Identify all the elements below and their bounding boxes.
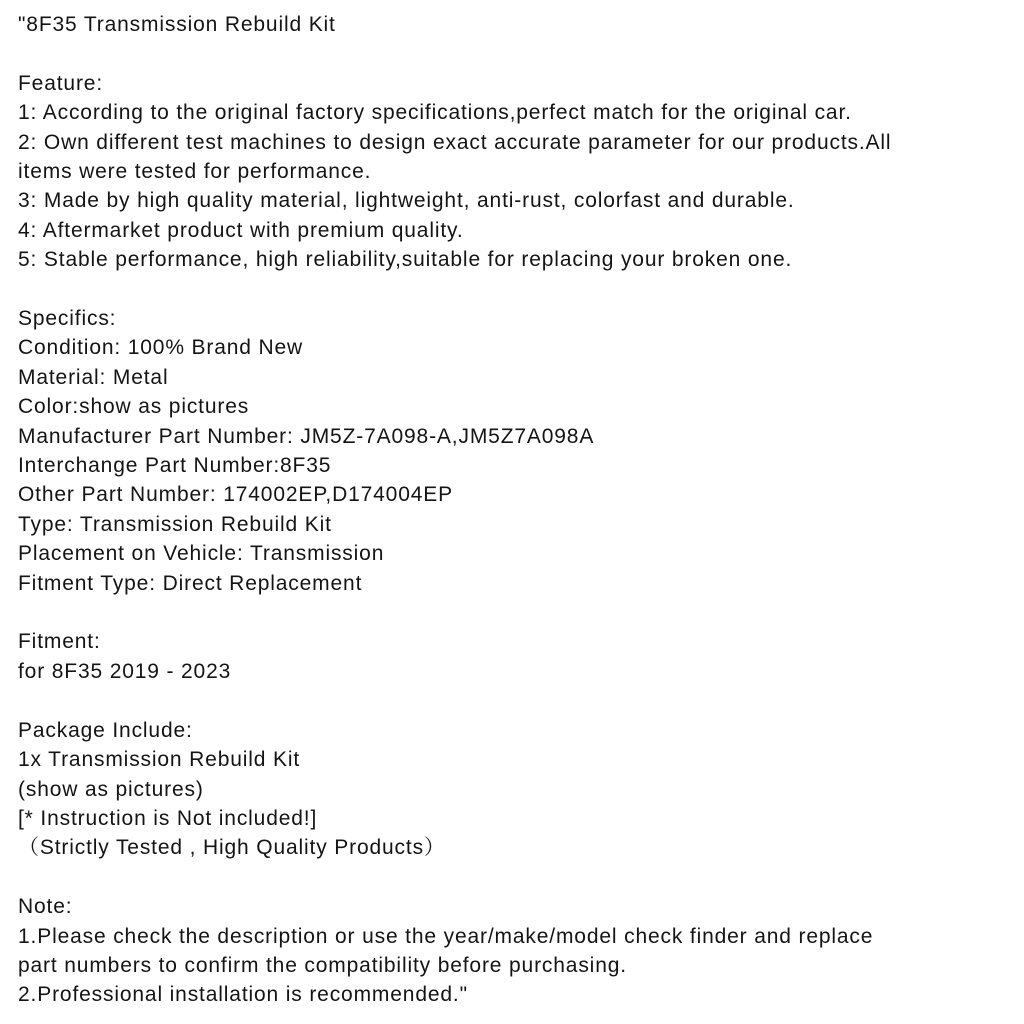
spec-manufacturer-part-number: Manufacturer Part Number: JM5Z-7A098-A,JM5Z7A098A (18, 424, 595, 448)
fitment-range: for 8F35 2019 - 2023 (18, 659, 232, 683)
text-line: part numbers to confirm the compatibility before purchasing. (18, 953, 627, 977)
text-line: 4: Aftermarket product with premium quality. (18, 218, 464, 242)
spec-material: Material: Metal (18, 365, 169, 389)
section-heading-specifics: Specifics: (18, 307, 117, 331)
text-line: 1: According to the original factory specifications,perfect match for the original car. (18, 101, 852, 125)
specifics-section (18, 304, 1014, 598)
section-heading-feature: Feature: (18, 71, 104, 95)
spec-type: Type: Transmission Rebuild Kit (18, 512, 332, 536)
text-line: 3: Made by high quality material, lightweight, anti-rust, colorfast and durable. (18, 189, 795, 213)
title-section (18, 10, 1014, 39)
spec-interchange-part-number: Interchange Part Number:8F35 (18, 454, 332, 478)
package-note-instruction: [* Instruction is Not included!] (18, 806, 318, 830)
package-note-quality: （Strictly Tested , High Quality Products） (18, 836, 446, 860)
fitment-section (18, 627, 1014, 686)
package-item: 1x Transmission Rebuild Kit (18, 748, 301, 772)
package-section (18, 716, 1014, 863)
text-line: 2: Own different test machines to design exact accurate parameter for our products.All (18, 130, 892, 154)
spec-other-part-number: Other Part Number: 174002EP,D174004EP (18, 483, 453, 507)
spec-fitment-type: Fitment Type: Direct Replacement (18, 571, 363, 595)
text-line: 5: Stable performance, high reliability,suitable for replacing your broken one. (18, 248, 793, 272)
section-heading-note: Note: (18, 895, 73, 919)
product-title: "8F35 Transmission Rebuild Kit (18, 13, 336, 36)
text-line: 2.Professional installation is recommended." (18, 983, 468, 1007)
package-note-pictures: (show as pictures) (18, 777, 204, 801)
note-section (18, 892, 1014, 1010)
feature-section (18, 69, 1014, 275)
section-heading-fitment: Fitment: (18, 630, 101, 654)
spec-color: Color:show as pictures (18, 395, 250, 419)
text-line: items were tested for performance. (18, 160, 372, 184)
text-line: 1.Please check the description or use the year/make/model check finder and replace (18, 924, 874, 948)
spec-condition: Condition: 100% Brand New (18, 336, 304, 360)
section-heading-package: Package Include: (18, 718, 193, 742)
spec-placement: Placement on Vehicle: Transmission (18, 542, 385, 566)
